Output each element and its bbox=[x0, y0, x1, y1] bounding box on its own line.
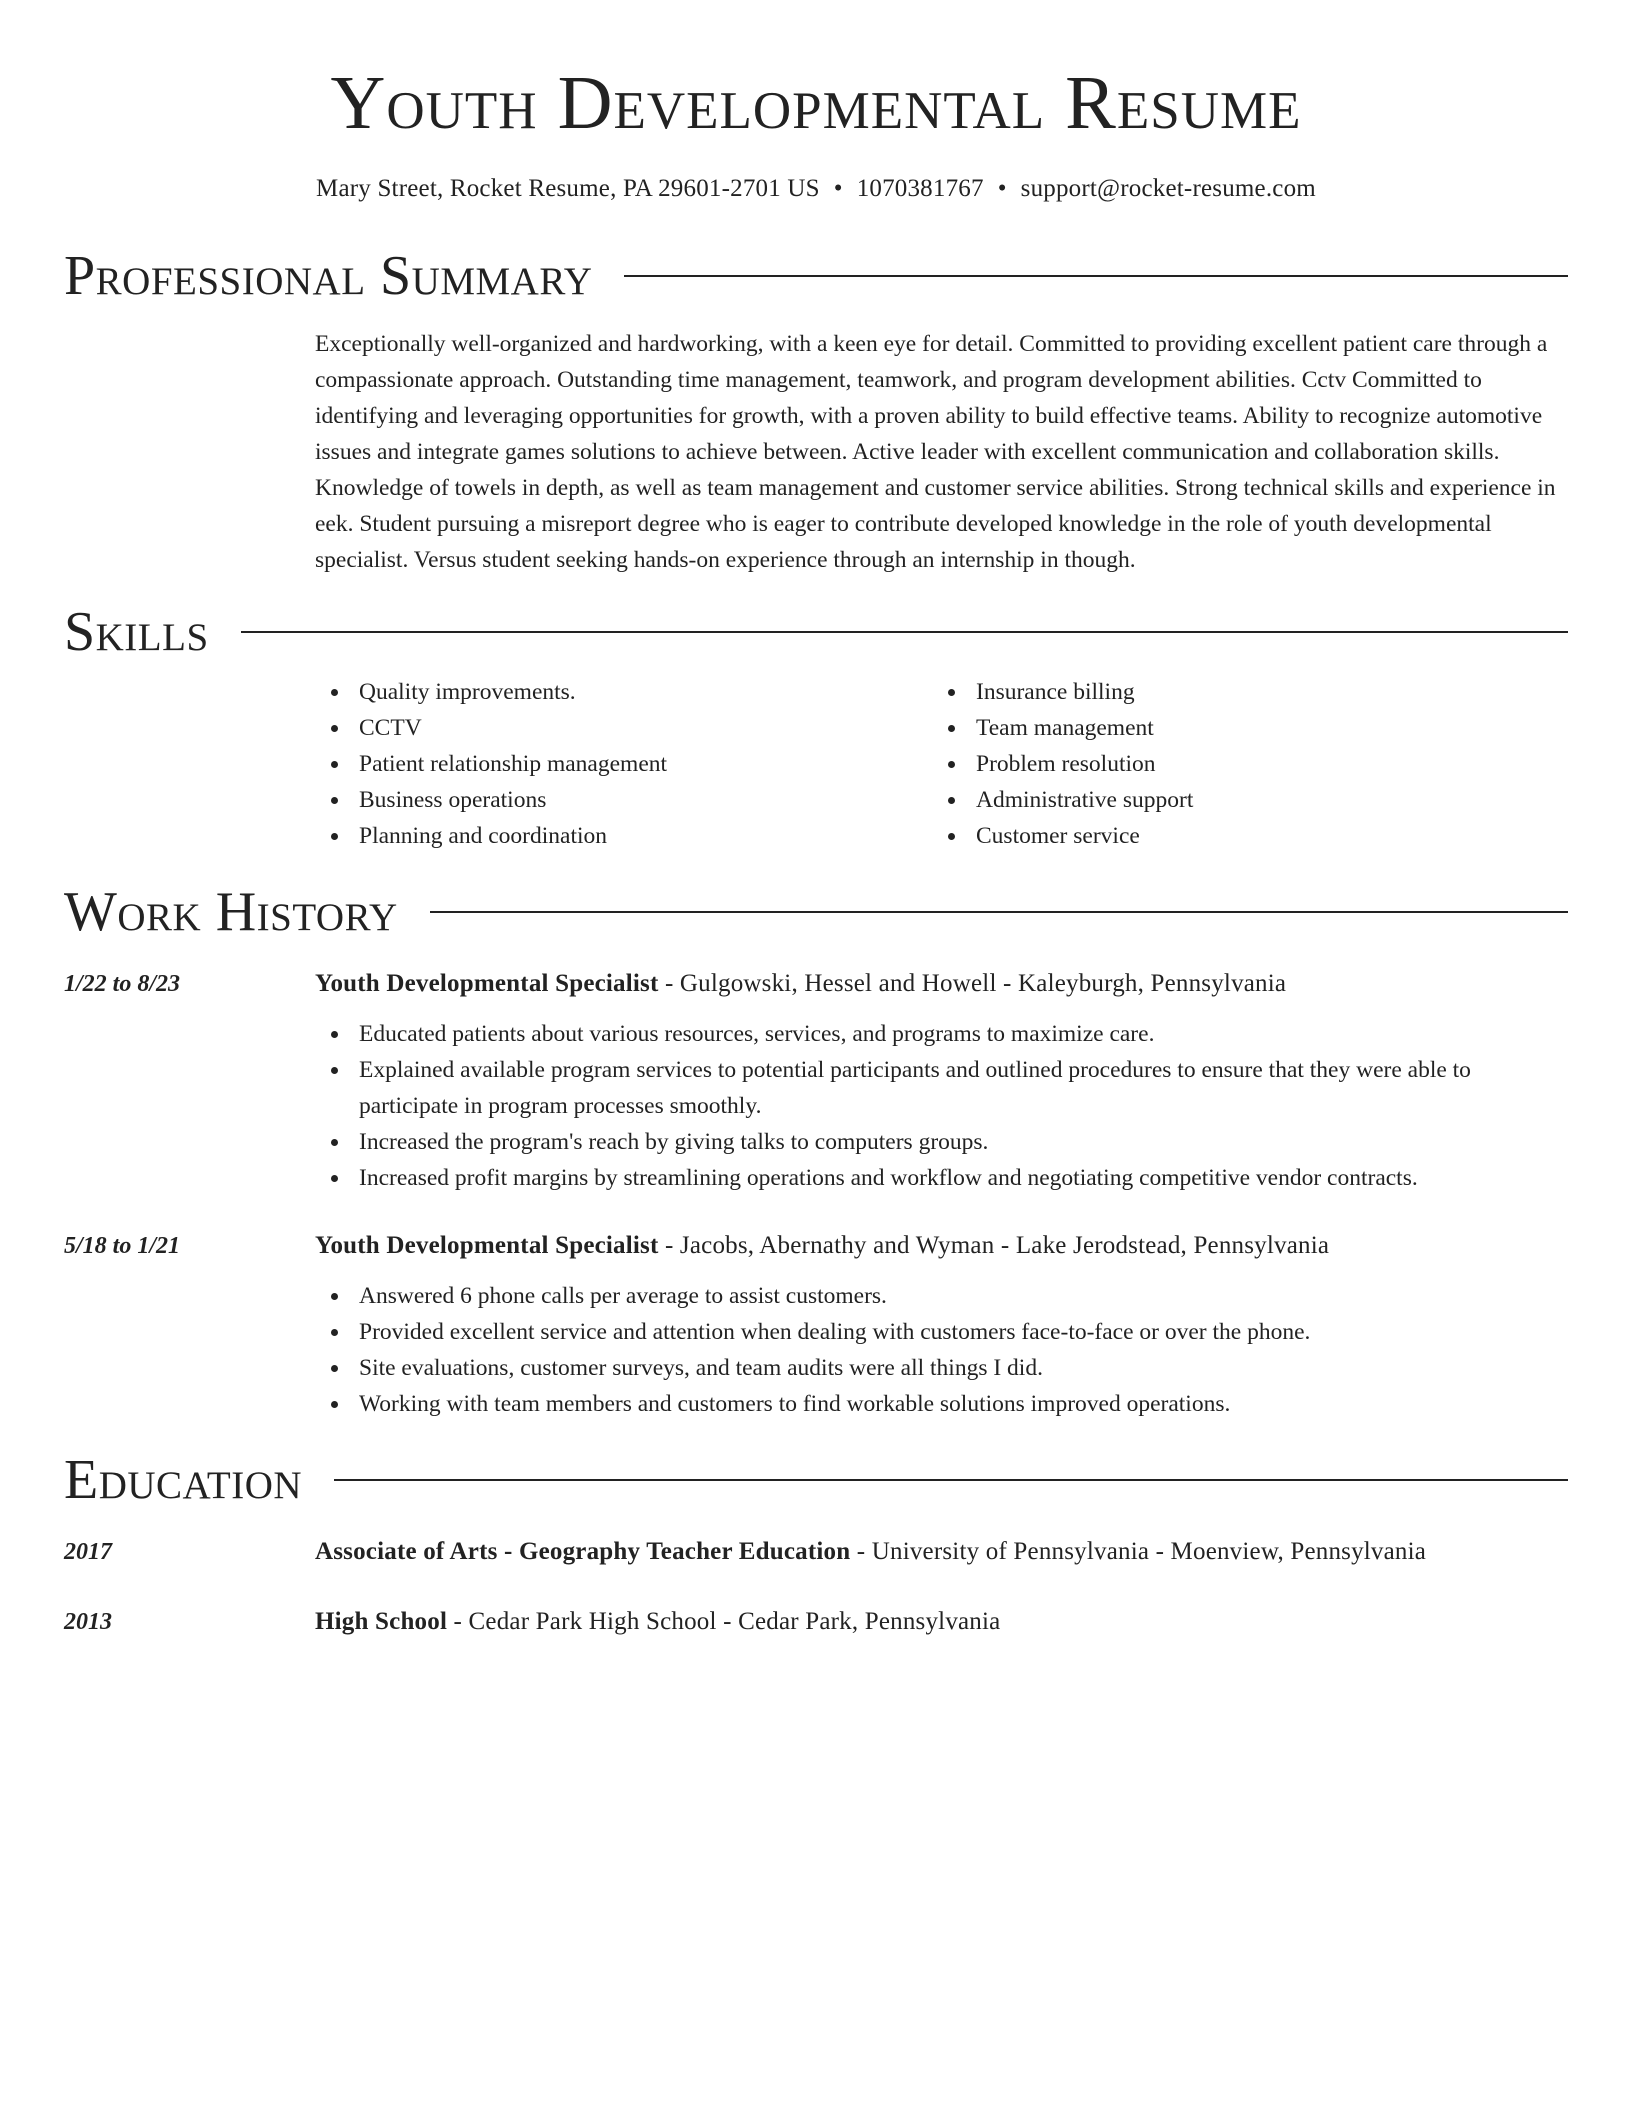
skills-column-right bbox=[932, 674, 1549, 854]
summary-section-header bbox=[64, 244, 1568, 308]
job-bullet: Working with team members and customers to find workable solutions improved operations. bbox=[315, 1386, 1568, 1422]
skill-item: Insurance billing bbox=[932, 674, 1549, 710]
job-bullet: Provided excellent service and attention when dealing with customers face-to-face or over the phone. bbox=[315, 1314, 1568, 1350]
skill-item: Planning and coordination bbox=[315, 818, 932, 854]
job-dates: 1/22 to 8/23 bbox=[64, 971, 181, 997]
skill-item: Problem resolution bbox=[932, 746, 1549, 782]
job-bullets bbox=[315, 1278, 1568, 1422]
skill-item: Patient relationship management bbox=[315, 746, 932, 782]
education-year: 2017 bbox=[64, 1539, 112, 1565]
job-bullet: Explained available program services to potential participants and outlined procedures to ensure that they were able to participate in program processes smoothly. bbox=[315, 1052, 1568, 1124]
job-bullet: Educated patients about various resources, services, and programs to maximize care. bbox=[315, 1016, 1568, 1052]
job-bullet: Increased profit margins by streamlining operations and workflow and negotiating competitive vendor contracts. bbox=[315, 1160, 1568, 1196]
skills-section-header bbox=[64, 600, 1568, 664]
job-entry bbox=[64, 1228, 1568, 1422]
contact-separator: • bbox=[833, 175, 843, 202]
job-bullet: Answered 6 phone calls per average to assist customers. bbox=[315, 1278, 1568, 1314]
skills-list bbox=[315, 674, 1568, 854]
job-employer: - Jacobs, Abernathy and Wyman - Lake Jerodstead, Pennsylvania bbox=[658, 1232, 1330, 1259]
job-role: Youth Developmental Specialist bbox=[315, 970, 659, 997]
job-heading bbox=[315, 1228, 1568, 1264]
job-entry bbox=[64, 966, 1568, 1196]
job-employer: - Gulgowski, Hessel and Howell - Kaleyburgh, Pennsylvania bbox=[658, 970, 1287, 997]
job-heading bbox=[315, 966, 1568, 1002]
skill-item: Business operations bbox=[315, 782, 932, 818]
contact-phone: 1070381767 bbox=[856, 175, 984, 202]
skills-heading: Skills bbox=[64, 601, 209, 663]
contact-address: Mary Street, Rocket Resume, PA 29601-2701 US bbox=[316, 175, 820, 202]
education-section-header bbox=[64, 1448, 1568, 1512]
education-heading: Education bbox=[64, 1449, 303, 1511]
section-divider bbox=[624, 275, 1568, 277]
contact-separator: • bbox=[997, 175, 1007, 202]
skill-item: Customer service bbox=[932, 818, 1549, 854]
skills-column-left bbox=[315, 674, 932, 854]
education-content bbox=[315, 1604, 1568, 1640]
summary-text: Exceptionally well-organized and hardworking, with a keen eye for detail. Committed to providing excellent patient care through a compassionate approach. Outstanding time management, teamwork, and program development abilities. Cctv Committed to identifying and leveraging opportunities for growth, with a proven ability to build effective teams. Ability to recognize automotive issues and integrate games solutions to achieve between. Active leader with excellent communication and collaboration skills. Knowledge of towels in depth, as well as team management and customer service abilities. Strong technical skills and experience in eek. Student pursuing a misreport degree who is eager to contribute developed knowledge in the role of youth developmental specialist. Versus student seeking hands-on experience through an internship in though. bbox=[315, 331, 1556, 573]
resume-page bbox=[64, 0, 1568, 1640]
job-content bbox=[315, 966, 1568, 1196]
skill-item: Administrative support bbox=[932, 782, 1549, 818]
skill-item: CCTV bbox=[315, 710, 932, 746]
section-divider bbox=[334, 1479, 1568, 1481]
job-dates: 5/18 to 1/21 bbox=[64, 1233, 181, 1259]
education-entry bbox=[64, 1604, 1568, 1640]
section-divider bbox=[430, 911, 1568, 913]
contact-email: support@rocket-resume.com bbox=[1020, 175, 1316, 202]
job-role: Youth Developmental Specialist bbox=[315, 1232, 659, 1259]
section-divider bbox=[241, 631, 1568, 633]
work-section-header bbox=[64, 880, 1568, 944]
education-entry bbox=[64, 1534, 1568, 1570]
education-year: 2013 bbox=[64, 1609, 112, 1635]
work-heading: Work History bbox=[64, 881, 398, 943]
education-heading-line bbox=[315, 1534, 1568, 1570]
job-content bbox=[315, 1228, 1568, 1422]
education-content bbox=[315, 1534, 1568, 1570]
education-degree: High School bbox=[315, 1608, 448, 1635]
resume-title: Youth Developmental Resume bbox=[330, 61, 1302, 145]
skill-item: Quality improvements. bbox=[315, 674, 932, 710]
skill-item: Team management bbox=[932, 710, 1549, 746]
job-bullets bbox=[315, 1016, 1568, 1196]
job-bullet: Increased the program's reach by giving talks to computers groups. bbox=[315, 1124, 1568, 1160]
education-heading-line bbox=[315, 1604, 1568, 1640]
summary-heading: Professional Summary bbox=[64, 245, 593, 307]
education-degree: Associate of Arts - Geography Teacher Education bbox=[315, 1538, 851, 1565]
job-bullet: Site evaluations, customer surveys, and team audits were all things I did. bbox=[315, 1350, 1568, 1386]
education-school: - Cedar Park High School - Cedar Park, Pennsylvania bbox=[447, 1608, 1001, 1635]
education-school: - University of Pennsylvania - Moenview, Pennsylvania bbox=[850, 1538, 1427, 1565]
contact-line bbox=[64, 172, 1568, 206]
